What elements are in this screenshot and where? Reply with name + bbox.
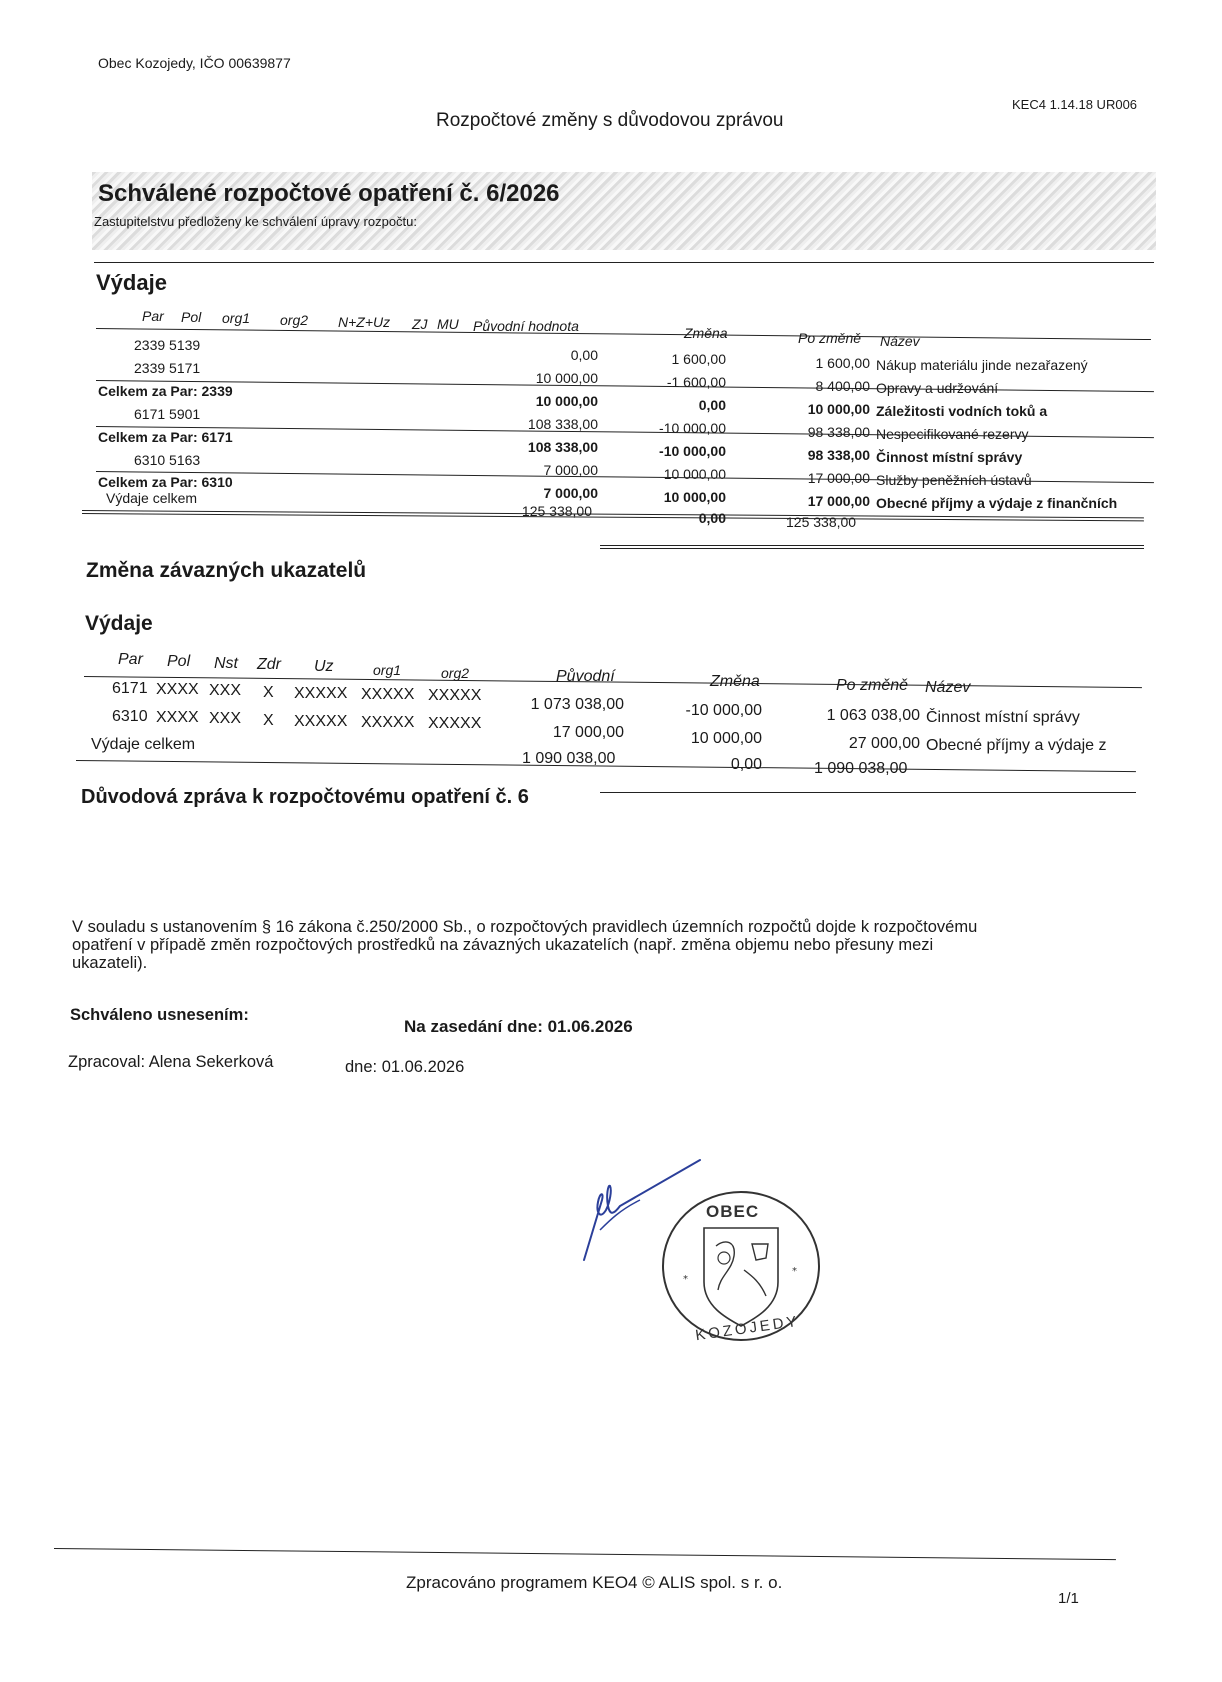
row-after: 17 000,00: [807, 493, 870, 509]
footer-rule: [54, 1548, 1116, 1560]
prepared-by: Zpracoval: Alena Sekerková: [68, 1053, 274, 1071]
ind-col-pol: Pol: [167, 653, 191, 670]
document-title: Rozpočtové změny s důvodovou zprávou: [436, 110, 784, 131]
ind-row-org1: XXXXX: [361, 686, 415, 703]
ind-row-zdr: X: [263, 711, 274, 729]
col-pol: Pol: [181, 309, 202, 325]
expenses-end-rule: [600, 545, 1144, 549]
ind-row-nst: XXX: [209, 710, 242, 728]
col-nzu: N+Z+Uz: [338, 314, 391, 330]
ind-row-after: 27 000,00: [848, 735, 920, 752]
row-change: -10 000,00: [659, 420, 726, 436]
indicators-total-after: 1 090 038,00: [814, 760, 908, 777]
ind-col-name: Název: [925, 679, 971, 696]
row-code: 6171 5901: [134, 405, 201, 422]
ind-row-par: 6171: [112, 680, 148, 697]
indicators-heading: Změna závazných ukazatelů: [86, 559, 367, 582]
row-after: 1 600,00: [815, 355, 870, 371]
col-change: Změna: [684, 325, 728, 341]
ind-col-zdr: Zdr: [257, 656, 281, 673]
row-change: 1 600,00: [671, 351, 726, 367]
row-change: 10 000,00: [663, 466, 726, 482]
ind-col-par: Par: [118, 651, 143, 668]
row-after: 17 000,00: [807, 470, 870, 486]
ind-row-uz: XXXXX: [294, 712, 348, 730]
row-code: 2339 5139: [134, 337, 201, 353]
row-name: Nespecifikované rezervy: [876, 426, 1029, 442]
justification-line-2: opatření v případě změn rozpočtových prostředků na závazných ukazatelích (např. změna objemu nebo přesuny mezi: [72, 936, 934, 954]
expenses-heading: Výdaje: [96, 270, 167, 295]
row-after: 98 338,00: [807, 424, 870, 440]
justification-heading: Důvodová zpráva k rozpočtovému opatření č. 6: [81, 786, 529, 808]
title-divider: [94, 262, 1154, 263]
measure-title: Schválené rozpočtové opatření č. 6/2026: [98, 180, 560, 207]
row-original: 7 000,00: [543, 485, 598, 501]
row-name: Nákup materiálu jinde nezařazený: [876, 357, 1088, 373]
row-code: Celkem za Par: 6310: [98, 474, 233, 491]
justification-line-3: ukazateli).: [72, 954, 148, 972]
row-original: 10 000,00: [535, 370, 598, 386]
col-mu: MU: [437, 316, 459, 332]
svg-text:*: *: [792, 1266, 797, 1277]
row-code: Celkem za Par: 6171: [98, 428, 233, 445]
footer-program: Zpracováno programem KEO4 © ALIS spol. s r. o.: [406, 1573, 783, 1592]
ind-col-uz: Uz: [314, 658, 334, 675]
ind-col-original: Původní: [556, 668, 615, 685]
approved-label: Schváleno usnesením:: [70, 1006, 249, 1024]
measure-subtitle: Zastupitelstvu předloženy ke schválení úpravy rozpočtu:: [94, 214, 418, 229]
ind-row-after: 1 063 038,00: [826, 707, 920, 724]
row-code: Celkem za Par: 2339: [98, 382, 233, 399]
ind-row-org2: XXXXX: [428, 715, 482, 733]
svg-text:*: *: [683, 1274, 688, 1285]
ind-row-pol: XXXX: [156, 681, 199, 699]
indicators-total-change: 0,00: [730, 756, 762, 773]
row-name: Služby peněžních ústavů: [876, 472, 1032, 488]
col-zj: ZJ: [412, 316, 428, 332]
meeting-date: Na zasedání dne: 01.06.2026: [404, 1017, 633, 1036]
stamp-bottom-text: KOZOJEDY: [694, 1312, 801, 1345]
row-change: 0,00: [698, 397, 726, 413]
row-after: 8 400,00: [815, 378, 870, 394]
ind-col-change: Změna: [710, 673, 760, 690]
footer-page: 1/1: [1058, 1590, 1079, 1607]
row-code: 6310 5163: [134, 451, 201, 468]
row-original: 108 338,00: [527, 439, 598, 455]
indicators-subheading: Výdaje: [85, 612, 153, 635]
indicators-total-original: 1 090 038,00: [522, 750, 616, 767]
row-original: 10 000,00: [535, 393, 598, 409]
ind-row-org2: XXXXX: [428, 687, 482, 705]
row-change: -10 000,00: [659, 443, 726, 459]
ind-row-uz: XXXXX: [294, 684, 348, 702]
report-code: KEC4 1.14.18 UR006: [1012, 97, 1138, 112]
col-org2: org2: [280, 312, 309, 328]
justification-line-1: V souladu s ustanovením § 16 zákona č.250/2000 Sb., o rozpočtových pravidlech územních rozpočtů dojde k rozpočtovému: [72, 918, 978, 936]
expenses-total-original: 125 338,00: [521, 503, 592, 519]
row-after: 98 338,00: [807, 447, 870, 463]
expenses-total-rule: [82, 510, 1144, 521]
col-par: Par: [142, 308, 164, 324]
ind-col-after: Po změně: [836, 677, 909, 694]
expenses-header-rule: [96, 328, 1151, 340]
ind-row-change: -10 000,00: [685, 702, 762, 719]
ind-col-org2: org2: [441, 665, 470, 681]
expenses-total-after: 125 338,00: [786, 514, 857, 530]
stamp-top-text: OBEC: [706, 1202, 760, 1221]
prepared-date: dne: 01.06.2026: [345, 1058, 465, 1076]
ind-row-original: 17 000,00: [552, 724, 624, 741]
row-change: -1 600,00: [666, 374, 726, 390]
ind-row-zdr: X: [263, 683, 274, 701]
row-code: 2339 5171: [134, 359, 201, 376]
col-org1: org1: [222, 310, 251, 326]
row-original: 7 000,00: [543, 462, 598, 478]
col-after: Po změně: [798, 330, 862, 346]
row-name: Obecné příjmy a výdaje z finančních: [876, 495, 1118, 511]
ind-row-pol: XXXX: [156, 709, 199, 727]
expenses-total-change: 0,00: [698, 510, 726, 526]
ind-row-change: 10 000,00: [690, 730, 762, 747]
ind-row-nst: XXX: [209, 682, 242, 700]
col-original: Původní hodnota: [473, 318, 579, 334]
ind-row-name: Činnost místní správy: [926, 709, 1080, 726]
ind-col-org1: org1: [373, 662, 402, 678]
indicators-end-rule: [600, 792, 1136, 793]
expenses-total-label: Výdaje celkem: [106, 490, 198, 506]
justification-text: [72, 918, 1132, 972]
row-name: Činnost místní správy: [876, 449, 1023, 465]
ind-col-nst: Nst: [214, 655, 238, 672]
ind-row-name: Obecné příjmy a výdaje z: [926, 737, 1107, 754]
ind-row-original: 1 073 038,00: [530, 696, 624, 713]
col-name: Název: [880, 333, 920, 349]
ind-row-par: 6310: [112, 708, 148, 725]
indicators-total-label: Výdaje celkem: [91, 736, 196, 753]
row-original: 108 338,00: [527, 416, 598, 432]
row-after: 10 000,00: [807, 401, 870, 417]
row-name: Záležitosti vodních toků a: [876, 403, 1048, 419]
ind-row-org1: XXXXX: [361, 714, 415, 731]
row-name: Opravy a udržování: [876, 380, 999, 396]
row-change: 10 000,00: [663, 489, 726, 505]
row-original: 0,00: [570, 347, 598, 363]
organization-id: Obec Kozojedy, IČO 00639877: [98, 55, 291, 71]
